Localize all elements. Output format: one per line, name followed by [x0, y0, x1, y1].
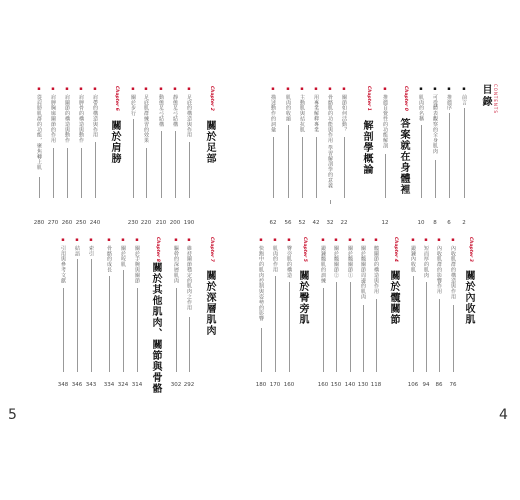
- toc-page-number: 106: [407, 382, 419, 388]
- bullet-mark: ▪: [382, 86, 388, 95]
- bullet-mark: ▪: [446, 86, 452, 95]
- toc-entry-label: [120, 237, 127, 267]
- toc-entry-label: [347, 237, 354, 278]
- toc-entry-text: 關於手腕與關節: [134, 245, 140, 284]
- bullet-mark: ▪: [333, 237, 339, 246]
- toc-entry-text: 關於咬肌: [120, 245, 126, 268]
- toc-page-number: 348: [57, 382, 69, 388]
- chapter-title: 關於足部: [204, 120, 215, 164]
- toc-entry-label: [272, 237, 279, 273]
- toc-entry-label: [286, 237, 293, 278]
- toc-entry-text: 維持關節穩定的肌肉之作用: [186, 245, 192, 311]
- bullet-mark: ▪: [360, 237, 366, 246]
- chapter-title: 關於內收肌: [463, 270, 474, 325]
- leader-line: [109, 276, 110, 372]
- chapter-label: Chapter 5: [302, 237, 307, 262]
- leader-line: [385, 154, 386, 198]
- toc-entry-text: 關於髖關節②: [333, 245, 339, 278]
- toc-entry-text: 引用與參考文獻: [60, 245, 66, 284]
- toc-page-number: 94: [422, 382, 430, 388]
- page-number-right: 4: [499, 407, 508, 423]
- chapter-label: Chapter 2: [209, 86, 214, 111]
- leader-line: [189, 142, 190, 198]
- toc-entry-text: 關於髖關節①: [347, 245, 353, 278]
- chapter-label: Chapter 7: [209, 237, 214, 262]
- toc-page-number: 10: [417, 220, 425, 226]
- toc-page-number: 2: [462, 220, 466, 226]
- toc-entry-label: [36, 86, 43, 170]
- bullet-mark: ▪: [347, 237, 353, 246]
- toc-entry-label: [341, 86, 348, 132]
- bullet-mark: ▪: [50, 86, 56, 95]
- leader-line: [330, 200, 331, 204]
- chapter-title: 關於臀旁肌: [297, 270, 308, 325]
- toc-page-number: 150: [330, 382, 342, 388]
- toc-entry-label: [461, 86, 468, 105]
- bullet-mark: ▪: [158, 86, 164, 95]
- bullet-mark: ▪: [172, 86, 178, 95]
- leader-line: [273, 137, 274, 198]
- chapter-title: 答案就在身體裡: [398, 118, 409, 195]
- bullet-mark: ▪: [423, 237, 429, 246]
- bullet-mark: ▪: [313, 86, 319, 95]
- leader-line: [161, 131, 162, 198]
- toc-entry-label: [382, 86, 389, 149]
- toc-entry-label: [258, 237, 265, 321]
- toc-page-number: 220: [140, 220, 152, 226]
- toc-entry-text: 足底肌群練習的效果: [143, 94, 149, 144]
- toc-entry-text: 驅幹的深層肌肉: [173, 245, 179, 284]
- leader-line: [376, 299, 377, 372]
- chapter-label: Chapter 3: [468, 237, 473, 262]
- toc-entry-text: 肌肉的名稱: [418, 94, 424, 122]
- bullet-mark: ▪: [461, 86, 467, 95]
- toc-entry-label: [172, 86, 179, 127]
- toc-page-number: 86: [435, 382, 443, 388]
- toc-page-number: 292: [183, 382, 195, 388]
- toc-entry-text: 結語: [74, 245, 80, 257]
- toc-entry-label: [299, 86, 306, 132]
- leader-line: [176, 288, 177, 372]
- toc-entry-text: 關於步行: [130, 94, 136, 117]
- toc-entry-text: 可從體表觀察的全身肌肉: [432, 94, 438, 154]
- leader-line: [123, 270, 124, 372]
- toc-page-number: 76: [449, 382, 457, 388]
- chapter-label: Chapter 0: [403, 86, 408, 111]
- toc-page-number: 118: [370, 382, 382, 388]
- bullet-mark: ▪: [410, 237, 416, 246]
- bullet-mark: ▪: [143, 86, 149, 95]
- leader-line: [350, 282, 351, 372]
- toc-page-number: 130: [357, 382, 369, 388]
- toc-entry-label: [360, 237, 367, 300]
- toc-entry-label: [134, 237, 141, 283]
- leader-line: [439, 299, 440, 372]
- leader-line: [464, 108, 465, 198]
- toc-title: [478, 84, 498, 114]
- toc-entry-text: 短而厚的肌肉: [423, 245, 429, 278]
- bullet-mark: ▪: [78, 86, 84, 95]
- toc-entry-text: 骨骼的成長: [106, 245, 112, 273]
- toc-page-number: 170: [269, 382, 281, 388]
- bullet-mark: ▪: [450, 237, 456, 246]
- chapter-label: Chapter 4: [393, 237, 398, 262]
- bullet-mark: ▪: [88, 237, 94, 246]
- toc-entry-label: [373, 237, 380, 294]
- bullet-mark: ▪: [286, 237, 292, 246]
- toc-entry-label: [64, 86, 71, 143]
- toc-title-text: 目錄: [480, 84, 491, 108]
- toc-page-number: 302: [170, 382, 182, 388]
- toc-page-number: 180: [255, 382, 267, 388]
- leader-line: [413, 276, 414, 372]
- toc-page-number: 56: [284, 220, 292, 226]
- bullet-mark: ▪: [36, 86, 42, 95]
- toc-page-number: 346: [71, 382, 83, 388]
- chapter-title: 解剖學概論: [361, 120, 372, 175]
- leader-line: [189, 317, 190, 372]
- leader-line: [288, 125, 289, 198]
- toc-entry-label: [186, 86, 193, 138]
- bullet-mark: ▪: [130, 86, 136, 95]
- chapter-label: Chapter 8: [155, 237, 160, 262]
- toc-page-number: 32: [326, 220, 334, 226]
- leader-line: [137, 288, 138, 372]
- toc-entry-label: [432, 86, 439, 154]
- leader-line: [449, 113, 450, 198]
- toc-entry-text: 推薦序: [446, 94, 452, 111]
- toc-page-number: 22: [340, 220, 348, 226]
- toc-entry-label: [92, 86, 99, 138]
- bullet-mark: ▪: [418, 86, 424, 95]
- toc-entry-label: [320, 237, 327, 283]
- toc-entry-label: [88, 237, 95, 256]
- toc-entry-text: 前言: [461, 94, 467, 106]
- toc-entry-label: [436, 237, 443, 294]
- bullet-mark: ▪: [106, 237, 112, 246]
- toc-page-number: 334: [103, 382, 115, 388]
- toc-entry-text: 推薦自覺性的功能解剖: [382, 94, 388, 149]
- leader-line: [426, 282, 427, 372]
- leader-line: [344, 137, 345, 198]
- leader-line: [77, 259, 78, 372]
- leader-line: [133, 119, 134, 198]
- toc-entry-label: [418, 86, 425, 122]
- toc-entry-label: [130, 86, 137, 116]
- toc-entry-label: [106, 237, 113, 273]
- toc-entry-text: 骨骼肌的功能與作用 學習解剖學的意義: [327, 94, 333, 189]
- leader-line: [91, 259, 92, 372]
- toc-page-number: 260: [61, 220, 73, 226]
- leader-line: [67, 148, 68, 198]
- toc-page-number: 314: [131, 382, 143, 388]
- leader-line: [146, 148, 147, 198]
- toc-entry-label: [333, 237, 340, 278]
- toc-entry-text: 足底的構造與作用: [186, 94, 192, 138]
- toc-entry-text: 描述動作的詞彙: [270, 94, 276, 133]
- toc-entry-label: [313, 86, 320, 132]
- bullet-mark: ▪: [320, 237, 326, 246]
- bullet-mark: ▪: [299, 86, 305, 95]
- toc-page-number: 210: [155, 220, 167, 226]
- toc-entry-text: 肩胛骨的構造與動作: [78, 94, 84, 144]
- toc-page-number: 270: [47, 220, 59, 226]
- bullet-mark: ▪: [285, 86, 291, 95]
- toc-entry-text: 用專業解釋專業: [313, 94, 319, 133]
- toc-entry-text: 內收肌群的影響作用: [436, 245, 442, 295]
- toc-entry-label: [446, 86, 453, 111]
- toc-entry-text: 從肩膀肌群的功能，聚焦轉上肌: [36, 94, 42, 171]
- toc-entry-label: [74, 237, 81, 256]
- page-number-left: 5: [8, 407, 17, 423]
- leader-line: [63, 288, 64, 372]
- toc-page-number: 190: [183, 220, 195, 226]
- toc-entry-text: 肌肉的作用: [272, 245, 278, 273]
- toc-entry-label: [78, 86, 85, 143]
- chapter-title: 關於其他肌肉、關節與骨骼: [150, 262, 161, 394]
- chapter-label: Chapter 6: [114, 86, 119, 111]
- toc-entry-label: [158, 86, 165, 127]
- toc-entry-text: 動態足弓結構: [158, 94, 164, 127]
- bullet-mark: ▪: [92, 86, 98, 95]
- toc-entry-text: 快跑中的肌肉控制與姿勢的影響: [258, 245, 264, 322]
- toc-page-number: 200: [169, 220, 181, 226]
- toc-entry-label: [50, 86, 57, 143]
- leader-line: [95, 142, 96, 198]
- bullet-mark: ▪: [60, 237, 66, 246]
- bullet-mark: ▪: [186, 86, 192, 95]
- toc-entry-text: 肩胛胸廓關節的作用: [50, 94, 56, 144]
- toc-page-number: 280: [33, 220, 45, 226]
- toc-entry-text: 鍛鍊內收肌: [410, 245, 416, 273]
- leader-line: [289, 282, 290, 372]
- toc-entry-label: [410, 237, 417, 273]
- bullet-mark: ▪: [341, 86, 347, 95]
- toc-entry-label: [423, 237, 430, 278]
- leader-line: [81, 148, 82, 198]
- chapter-title: 關於髖關節: [388, 270, 399, 325]
- toc-page-number: 42: [312, 220, 320, 226]
- toc-entry-text: 肩帶的構造與作用: [92, 94, 98, 138]
- toc-page-number: 250: [75, 220, 87, 226]
- chapter-label: Chapter 1: [366, 86, 371, 111]
- bullet-mark: ▪: [258, 237, 264, 246]
- toc-page-number: 160: [317, 382, 329, 388]
- leader-line: [363, 305, 364, 372]
- leader-line: [39, 177, 40, 198]
- chapter-title: 關於深層肌肉: [204, 270, 215, 336]
- bullet-mark: ▪: [134, 237, 140, 246]
- toc-entry-text: 關於髖關節周邊的肌肉: [360, 245, 366, 300]
- toc-entry-label: [186, 237, 193, 310]
- toc-entry-text: 髖關節的構造與作用: [373, 245, 379, 295]
- toc-entry-label: [285, 86, 292, 122]
- toc-page-number: 62: [269, 220, 277, 226]
- bullet-mark: ▪: [173, 237, 179, 246]
- leader-line: [453, 305, 454, 372]
- toc-entry-label: [327, 86, 334, 188]
- leader-line: [421, 125, 422, 198]
- toc-entry-label: [173, 237, 180, 283]
- bullet-mark: ▪: [327, 86, 333, 95]
- toc-entry-text: 肌肉的收縮: [285, 94, 291, 122]
- toc-page-number: 52: [298, 220, 306, 226]
- bullet-mark: ▪: [436, 237, 442, 246]
- toc-page-number: 324: [117, 382, 129, 388]
- bullet-mark: ▪: [186, 237, 192, 246]
- leader-line: [323, 288, 324, 372]
- chapter-title: 關於肩膀: [109, 120, 120, 164]
- toc-page-number: 160: [283, 382, 295, 388]
- toc-entry-text: 肩關節的構造與動作: [64, 94, 70, 144]
- toc-entry-text: 索引: [88, 245, 94, 257]
- leader-line: [53, 148, 54, 198]
- toc-page-number: 343: [85, 382, 97, 388]
- toc-entry-label: [270, 86, 277, 132]
- toc-page-number: 240: [89, 220, 101, 226]
- leader-line: [275, 276, 276, 372]
- bullet-mark: ▪: [272, 237, 278, 246]
- toc-page-number: 12: [381, 220, 389, 226]
- toc-page-number: 8: [433, 220, 437, 226]
- leader-line: [175, 131, 176, 198]
- toc-entry-text: 關節如何活動？: [341, 94, 347, 133]
- leader-line: [316, 137, 317, 198]
- bullet-mark: ▪: [120, 237, 126, 246]
- bullet-mark: ▪: [432, 86, 438, 95]
- toc-entry-text: 鍛鍊髖肌的訓練: [320, 245, 326, 284]
- toc-page-number: 140: [344, 382, 356, 388]
- bullet-mark: ▪: [64, 86, 70, 95]
- toc-entry-label: [450, 237, 457, 300]
- bullet-mark: ▪: [74, 237, 80, 246]
- toc-entry-text: 臀旁肌的構造: [286, 245, 292, 278]
- toc-title-english: CONTENTS: [493, 84, 498, 114]
- bullet-mark: ▪: [270, 86, 276, 95]
- leader-line: [261, 328, 262, 372]
- bullet-mark: ▪: [373, 237, 379, 246]
- toc-entry-label: [143, 86, 150, 143]
- leader-line: [435, 160, 436, 198]
- toc-entry-text: 主動肌與拮抗肌: [299, 94, 305, 133]
- toc-page-number: 230: [127, 220, 139, 226]
- toc-entry-text: 靜態足弓結構: [172, 94, 178, 127]
- toc-entry-text: 內收肌群的構造與作用: [450, 245, 456, 300]
- leader-line: [336, 282, 337, 372]
- toc-page-number: 6: [447, 220, 451, 226]
- toc-entry-label: [60, 237, 67, 283]
- leader-line: [302, 137, 303, 198]
